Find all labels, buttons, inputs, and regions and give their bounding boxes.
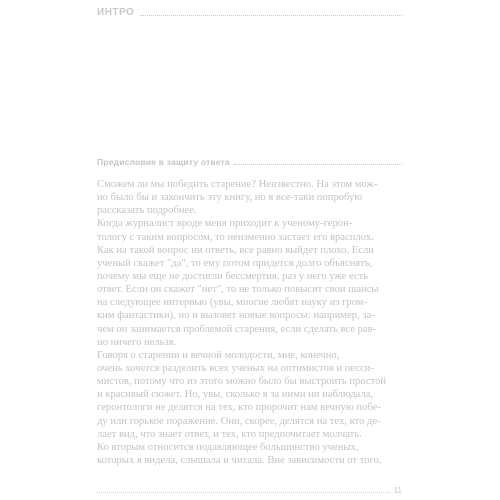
text-line: которых я видела, слышала и читала. Вне зависимости от того, xyxy=(97,454,382,466)
text-line: ученый скажет "да", то ему потом придется долго объяснять, xyxy=(97,257,373,269)
text-line: на следующее интервью (увы, многие любят науку из гром- xyxy=(97,297,368,309)
text-line: почему мы еще не достигли бессмертия, раз у него уже есть xyxy=(97,270,369,282)
text-line: тологу с таким вопросом, то неизменно застает его врасплох. xyxy=(97,231,374,243)
page-footer xyxy=(97,483,402,495)
text-line: лает вид, что знает ответ, и тех, кто предпочитает молчать. xyxy=(97,428,362,440)
text-line: Ко вторым относится подавляющее большинство ученых, xyxy=(97,441,359,453)
section-heading-text: Предисловие в защиту ответа xyxy=(97,157,230,167)
text-line: ответ. Если он скажет "нет", то не только повысит свои шансы xyxy=(97,284,379,296)
footer-dotted-leader xyxy=(97,492,390,493)
text-line: Говоря о старении и вечной молодости, мне, конечно, xyxy=(97,349,340,361)
text-line: мистов, потому что из этого можно было бы выстроить простой xyxy=(97,376,387,388)
text-line: ким фантастики), но и вызовет новые вопросы: например, за- xyxy=(97,310,375,322)
text-line: ду или горькое поражение. Они, скорее, делятся на тех, кто де- xyxy=(97,415,381,427)
text-line: но было бы и закончить эту книгу, но я все-таки попробую xyxy=(97,192,363,204)
text-line: Когда журналист вроде меня приходит к ученому-герон- xyxy=(97,218,353,230)
text-line: Сможем ли мы победить старение? Неизвестно. На этом мож- xyxy=(97,179,378,190)
section-dotted-leader xyxy=(234,164,402,165)
running-header-title: ИНТРО xyxy=(97,7,135,18)
text-line: чем он занимается проблемой старения, если сделать все рав- xyxy=(97,323,377,335)
text-line: рассказать подробнее. xyxy=(97,205,197,217)
page-number: 11 xyxy=(393,486,402,495)
text-line: Как на такой вопрос ни ответь, все равно выйдет плохо. Если xyxy=(97,244,374,256)
running-header xyxy=(97,4,402,18)
text-line: но ничего нельзя. xyxy=(97,336,177,348)
text-line: очень хочется разделить всех ученых на оптимистов и песси- xyxy=(97,362,374,374)
section-heading xyxy=(97,153,402,167)
text-line: и красивый сюжет. Но, увы, сколько я за ними ни наблюдала, xyxy=(97,389,374,401)
text-line: геронтологи не делятся на тех, кто пророчит нам вечную побе- xyxy=(97,402,381,414)
header-dotted-leader xyxy=(140,15,402,16)
body-text xyxy=(97,178,403,467)
